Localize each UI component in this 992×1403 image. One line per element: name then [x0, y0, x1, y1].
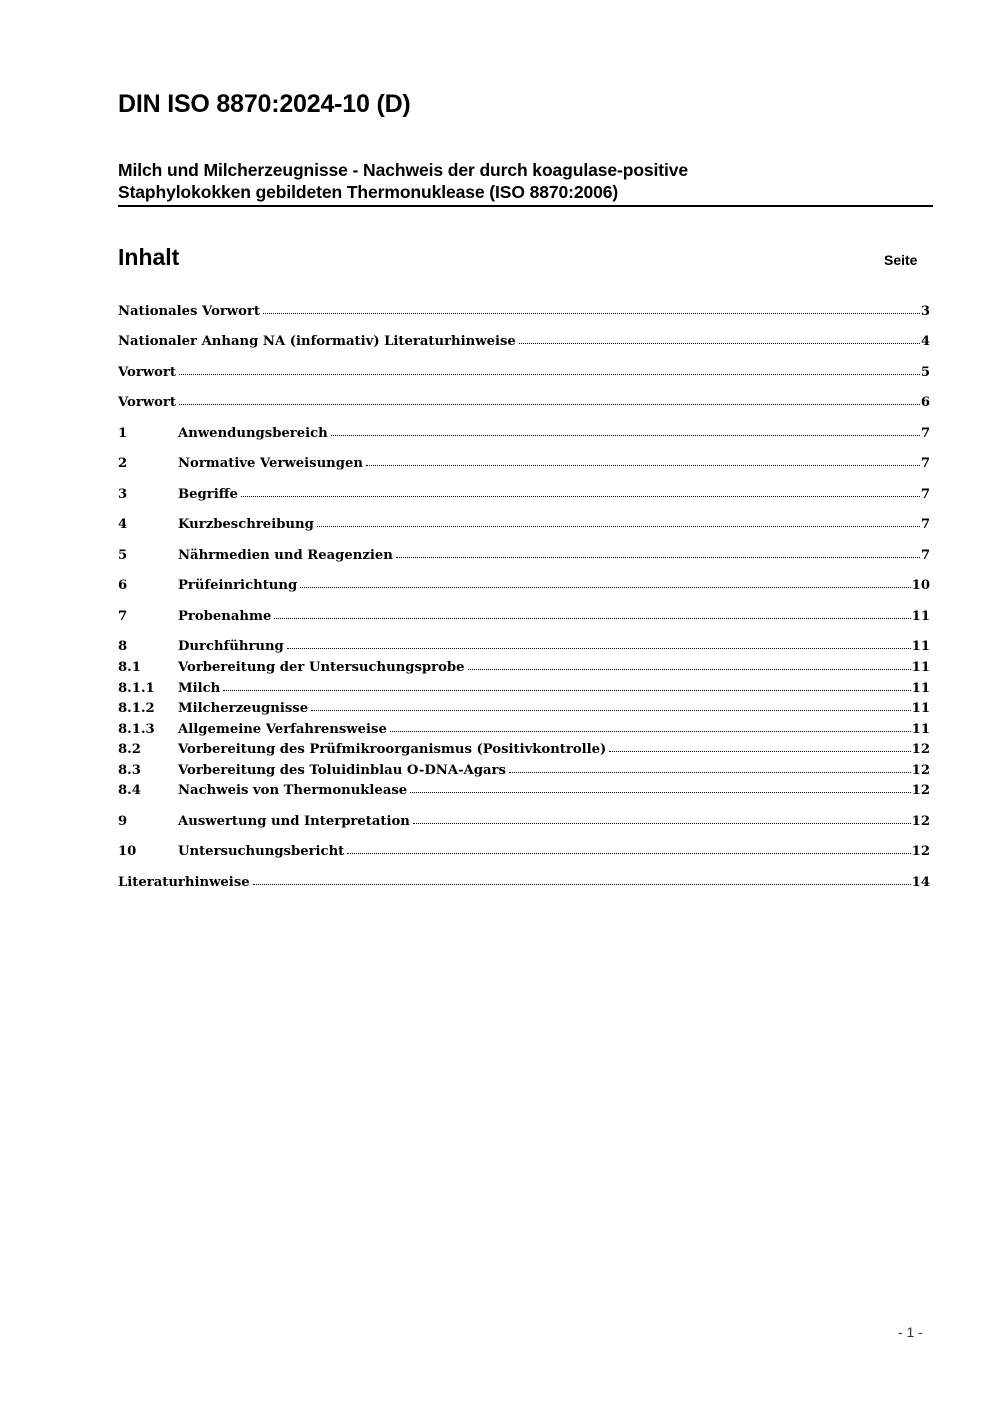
toc-entry-number: 8.2	[118, 742, 141, 757]
toc-entry-title: Kurzbeschreibung	[178, 517, 314, 532]
toc-entry-title: Anwendungsbereich	[178, 426, 328, 441]
toc-entry-page: 7	[920, 548, 930, 563]
toc-dot-leader	[253, 873, 911, 885]
toc-entry-title: Nährmedien und Reagenzien	[178, 548, 393, 563]
toc-entry[interactable]	[118, 740, 930, 760]
toc-entry[interactable]	[118, 812, 930, 832]
toc-entry-page: 7	[920, 487, 930, 502]
toc-heading: Inhalt	[118, 244, 180, 270]
document-title-line-1: Milch und Milcherzeugnisse - Nachweis der durch koagulase-positive	[118, 160, 689, 180]
toc-entry-number: 4	[118, 517, 128, 532]
toc-dot-leader	[519, 332, 920, 344]
toc-dot-leader	[179, 393, 920, 405]
toc-dot-leader	[241, 485, 920, 497]
toc-entry[interactable]	[118, 546, 930, 566]
toc-entry-number: 8.4	[118, 783, 141, 798]
toc-entry[interactable]	[118, 515, 930, 535]
toc-entry[interactable]	[118, 637, 930, 657]
toc-entry[interactable]	[118, 485, 930, 505]
toc-entry-number: 8.1.3	[118, 722, 155, 737]
toc-entry[interactable]	[118, 332, 930, 352]
toc-dot-leader	[287, 637, 911, 649]
toc-entry-number: 7	[118, 609, 128, 624]
toc-entry-page: 4	[920, 334, 930, 349]
toc-entry-page: 14	[911, 875, 930, 890]
toc-entry-page: 11	[911, 660, 930, 675]
toc-entry[interactable]	[118, 302, 930, 322]
toc-dot-leader	[317, 515, 920, 527]
toc-entry-title: Vorwort	[118, 365, 176, 380]
toc-dot-leader	[509, 761, 911, 773]
toc-dot-leader	[396, 546, 920, 558]
toc-entry[interactable]	[118, 679, 930, 699]
toc-entry-number: 8.3	[118, 763, 141, 778]
toc-entry-number: 1	[118, 426, 128, 441]
toc-entry-title: Vorbereitung der Untersuchungsprobe	[178, 660, 465, 675]
toc-entry-number: 5	[118, 548, 128, 563]
toc-entry-number: 8.1.2	[118, 701, 155, 716]
toc-entry-page: 11	[911, 681, 930, 696]
toc-dot-leader	[311, 699, 911, 711]
page-number: - 1 -	[898, 1324, 923, 1340]
toc-entry-title: Nationaler Anhang NA (informativ) Literaturhinweise	[118, 334, 516, 349]
toc-entry-title: Vorbereitung des Prüfmikroorganismus (Positivkontrolle)	[178, 742, 607, 757]
toc-entry-page: 12	[911, 763, 930, 778]
toc-entry[interactable]	[118, 363, 930, 383]
toc-dot-leader	[179, 363, 920, 375]
toc-entry-number: 10	[118, 844, 137, 859]
toc-entry-title: Probenahme	[178, 609, 272, 624]
toc-entry-title: Literaturhinweise	[118, 875, 250, 890]
toc-entry[interactable]	[118, 658, 930, 678]
toc-entry-page: 11	[911, 722, 930, 737]
toc-entry-title: Milcherzeugnisse	[178, 701, 309, 716]
toc-entry-title: Durchführung	[178, 639, 284, 654]
toc-entry-title: Vorbereitung des Toluidinblau O-DNA-Agars	[178, 763, 506, 778]
toc-dot-leader	[263, 302, 920, 314]
toc-page-column-label: Seite	[884, 252, 918, 268]
toc-entry[interactable]	[118, 424, 930, 444]
toc-entry-number: 8.1	[118, 660, 141, 675]
toc-entry[interactable]	[118, 842, 930, 862]
toc-entry-title: Vorwort	[118, 395, 176, 410]
toc-entry-page: 12	[911, 844, 930, 859]
toc-entry-title: Auswertung und Interpretation	[178, 814, 410, 829]
toc-dot-leader	[347, 842, 910, 854]
document-code: DIN ISO 8870:2024-10 (D)	[118, 90, 411, 118]
toc-entry-page: 11	[911, 639, 930, 654]
toc-entry[interactable]	[118, 781, 930, 801]
toc-entry-page: 7	[920, 456, 930, 471]
toc-dot-leader	[274, 607, 910, 619]
toc-entry-page: 7	[920, 426, 930, 441]
document-title	[118, 159, 933, 207]
toc-entry[interactable]	[118, 761, 930, 781]
toc-dot-leader	[410, 781, 910, 793]
toc-entry[interactable]	[118, 607, 930, 627]
toc-entry[interactable]	[118, 576, 930, 596]
toc-entry-title: Prüfeinrichtung	[178, 578, 298, 593]
toc-entry[interactable]	[118, 393, 930, 413]
toc-entry-page: 7	[920, 517, 930, 532]
toc-entry-number: 3	[118, 487, 128, 502]
toc-dot-leader	[223, 679, 910, 691]
toc-entry-number: 2	[118, 456, 128, 471]
toc-entry-title: Untersuchungsbericht	[178, 844, 345, 859]
toc-entry-page: 10	[911, 578, 930, 593]
toc-entry-title: Begriffe	[178, 487, 238, 502]
toc-dot-leader	[413, 812, 911, 824]
toc-entry-title: Nachweis von Thermonuklease	[178, 783, 408, 798]
toc-entry-number: 8	[118, 639, 128, 654]
toc-dot-leader	[390, 720, 911, 732]
toc-entry-title: Normative Verweisungen	[178, 456, 363, 471]
toc-entry-number: 9	[118, 814, 128, 829]
toc-entry[interactable]	[118, 454, 930, 474]
toc-entry-title: Allgemeine Verfahrensweise	[178, 722, 387, 737]
toc-dot-leader	[331, 424, 920, 436]
toc-entry-page: 11	[911, 609, 930, 624]
toc-entry-page: 6	[920, 395, 930, 410]
toc-entry[interactable]	[118, 720, 930, 740]
toc-entry-page: 12	[911, 742, 930, 757]
toc-entry-page: 12	[911, 814, 930, 829]
document-title-line-2: Staphylokokken gebildeten Thermonuklease (ISO 8870:2006)	[118, 182, 619, 202]
toc-entry-title: Nationales Vorwort	[118, 304, 260, 319]
toc-dot-leader	[609, 740, 910, 752]
toc-entry[interactable]	[118, 873, 930, 893]
toc-entry-title: Milch	[178, 681, 221, 696]
toc-dot-leader	[366, 454, 920, 466]
toc-entry-number: 6	[118, 578, 128, 593]
toc-entry-page: 5	[920, 365, 930, 380]
toc-dot-leader	[300, 576, 910, 588]
toc-entry[interactable]	[118, 699, 930, 719]
toc-entry-page: 12	[911, 783, 930, 798]
toc-dot-leader	[468, 658, 911, 670]
toc-entry-page: 3	[920, 304, 930, 319]
toc-entry-page: 11	[911, 701, 930, 716]
toc-entry-number: 8.1.1	[118, 681, 155, 696]
